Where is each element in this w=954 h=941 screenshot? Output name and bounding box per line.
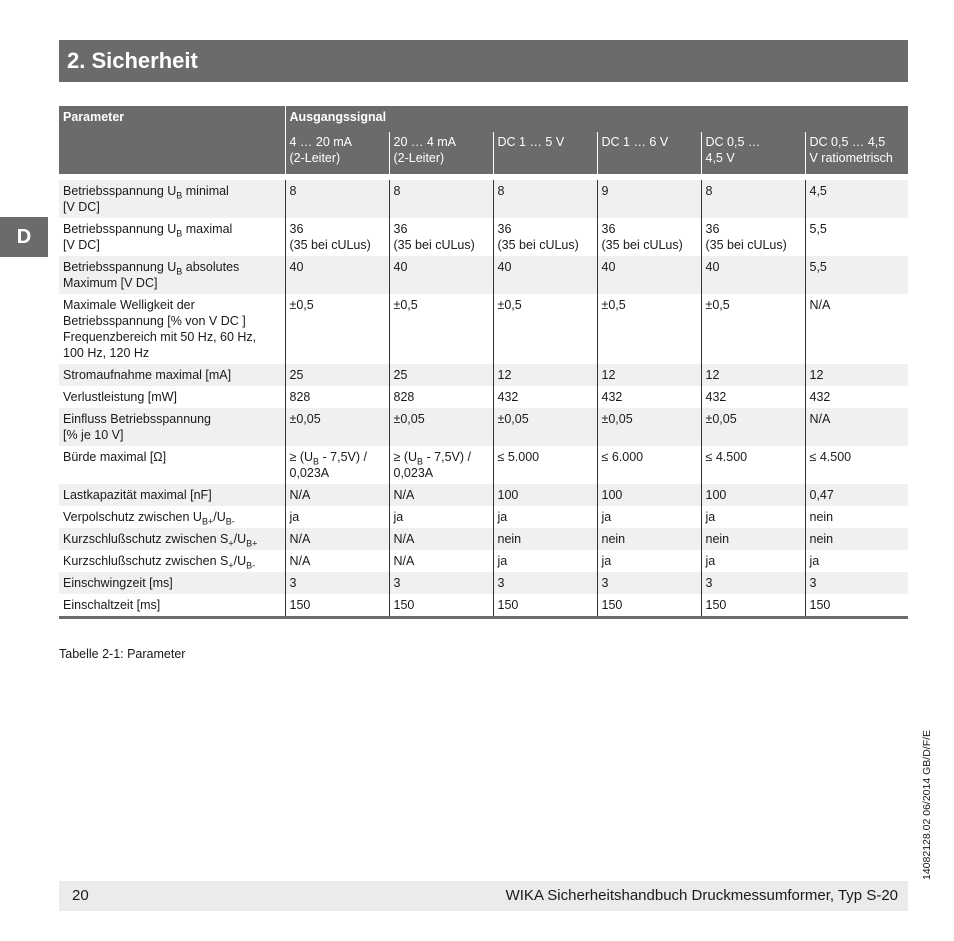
row-label-line: Maximale Welligkeit der xyxy=(63,298,195,312)
cell-line: 3 xyxy=(289,576,297,590)
table-row xyxy=(59,218,908,256)
row-label xyxy=(59,594,285,618)
cell-line: ±0,5 xyxy=(601,298,626,312)
cell-line: 150 xyxy=(809,598,831,612)
cell-line: ja xyxy=(497,554,508,568)
row-label-line: 100 Hz, 120 Hz xyxy=(63,346,150,360)
table-cell xyxy=(285,180,389,218)
row-label-line: Verpolschutz zwischen $U_{B+}/U_{B-}$ xyxy=(63,510,235,527)
table-subheader-row xyxy=(59,132,908,174)
cell-line: ±0,05 xyxy=(289,412,321,426)
cell-line: 3 xyxy=(809,576,817,590)
table-header-row xyxy=(59,106,908,132)
cell-line: ±0,5 xyxy=(393,298,418,312)
table-cell xyxy=(597,594,701,618)
cell-line: 5,5 xyxy=(809,260,827,274)
table-cell xyxy=(805,294,908,364)
header-column-5 xyxy=(805,132,908,174)
row-label xyxy=(59,446,285,484)
cell-line: ja xyxy=(393,510,404,524)
table-cell xyxy=(493,528,597,550)
cell-line: 36 xyxy=(601,222,616,236)
cell-line: 150 xyxy=(497,598,519,612)
table-row xyxy=(59,408,908,446)
cell-line: ±0,05 xyxy=(497,412,529,426)
cell-line: 150 xyxy=(393,598,415,612)
table-row xyxy=(59,364,908,386)
row-label-line: Kurzschlußschutz zwischen $S_+/U_{B-}$ xyxy=(63,554,256,571)
table-cell xyxy=(493,294,597,364)
table-cell xyxy=(389,446,493,484)
table-cell xyxy=(597,408,701,446)
table-row xyxy=(59,180,908,218)
table-row xyxy=(59,550,908,572)
table-cell xyxy=(285,484,389,506)
table-cell xyxy=(805,408,908,446)
table-cell xyxy=(805,550,908,572)
cell-line: ≤ 4.500 xyxy=(705,450,748,464)
cell-line: ±0,5 xyxy=(705,298,730,312)
table-cell xyxy=(285,408,389,446)
cell-line: 4,5 xyxy=(809,184,827,198)
header-column-line: DC 0,5 … xyxy=(705,135,761,149)
table-cell xyxy=(493,180,597,218)
row-label xyxy=(59,408,285,446)
cell-line: 150 xyxy=(289,598,311,612)
table-cell xyxy=(597,572,701,594)
table-cell xyxy=(389,180,493,218)
cell-line: 828 xyxy=(393,390,415,404)
table-cell xyxy=(389,506,493,528)
cell-line: ≤ 6.000 xyxy=(601,450,644,464)
row-label xyxy=(59,180,285,218)
cell-line: 432 xyxy=(601,390,623,404)
header-parameter: Parameter xyxy=(59,106,285,132)
cell-line: 40 xyxy=(497,260,512,274)
table-cell xyxy=(597,484,701,506)
row-label-line: Maximum [V DC] xyxy=(63,276,158,290)
cell-line: 100 xyxy=(705,488,727,502)
cell-line: ±0,05 xyxy=(393,412,425,426)
table-cell xyxy=(597,364,701,386)
cell-line: 9 xyxy=(601,184,609,198)
table-cell xyxy=(285,506,389,528)
header-column-3 xyxy=(597,132,701,174)
row-label-line: Bürde maximal [Ω] xyxy=(63,450,167,464)
table-cell xyxy=(805,364,908,386)
cell-line: 432 xyxy=(705,390,727,404)
table-cell xyxy=(805,446,908,484)
table-cell xyxy=(493,408,597,446)
cell-line: ≤ 5.000 xyxy=(497,450,540,464)
cell-line: 40 xyxy=(393,260,408,274)
cell-line: 0,47 xyxy=(809,488,834,502)
cell-line: 36 xyxy=(705,222,720,236)
header-column-1 xyxy=(389,132,493,174)
table-cell xyxy=(493,446,597,484)
cell-line: N/A xyxy=(289,488,311,502)
table-cell xyxy=(493,484,597,506)
language-tab: D xyxy=(0,217,48,257)
table-row xyxy=(59,572,908,594)
header-empty xyxy=(59,132,285,174)
cell-line: 432 xyxy=(497,390,519,404)
table-cell xyxy=(805,506,908,528)
row-label-line: Betriebsspannung $U_B$ minimal xyxy=(63,184,229,201)
table-cell xyxy=(701,446,805,484)
header-column-line: DC 1 … 5 V xyxy=(497,135,565,149)
table-cell xyxy=(493,364,597,386)
parameter-table xyxy=(59,106,908,619)
cell-line: 40 xyxy=(289,260,304,274)
table-cell xyxy=(389,218,493,256)
cell-line: (35 bei cULus) xyxy=(289,238,371,252)
cell-line: 828 xyxy=(289,390,311,404)
cell-line: 100 xyxy=(601,488,623,502)
cell-line: 5,5 xyxy=(809,222,827,236)
footer-title: WIKA Sicherheitshandbuch Druckmessumformer, Typ S-20 xyxy=(505,887,898,904)
row-label-line: Einschaltzeit [ms] xyxy=(63,598,161,612)
table-cell xyxy=(493,218,597,256)
cell-line: N/A xyxy=(809,412,831,426)
table-cell xyxy=(389,572,493,594)
row-label xyxy=(59,294,285,364)
table-cell xyxy=(389,256,493,294)
table-cell xyxy=(805,484,908,506)
cell-line: ja xyxy=(497,510,508,524)
cell-line: ja xyxy=(289,510,300,524)
table-row xyxy=(59,528,908,550)
table-row xyxy=(59,446,908,484)
cell-line: 0,023A xyxy=(289,466,330,480)
cell-line: 150 xyxy=(705,598,727,612)
table-cell xyxy=(805,256,908,294)
table-cell xyxy=(389,594,493,618)
cell-line: 100 xyxy=(497,488,519,502)
cell-line: 12 xyxy=(705,368,720,382)
row-label-line: [% je 10 V] xyxy=(63,428,124,442)
table-cell xyxy=(285,550,389,572)
header-output-signal: Ausgangssignal xyxy=(285,106,908,132)
table-cell xyxy=(285,364,389,386)
cell-line: 3 xyxy=(393,576,401,590)
cell-line: nein xyxy=(601,532,626,546)
table-cell xyxy=(597,256,701,294)
cell-line: 36 xyxy=(393,222,408,236)
header-column-line: 4 … 20 mA xyxy=(289,135,353,149)
table-cell xyxy=(701,550,805,572)
cell-line: ja xyxy=(705,554,716,568)
page-footer xyxy=(59,881,908,911)
table-cell xyxy=(805,180,908,218)
header-column-4 xyxy=(701,132,805,174)
table-cell xyxy=(285,218,389,256)
section-title: 2. Sicherheit xyxy=(59,40,908,82)
table-cell xyxy=(597,528,701,550)
cell-line: (35 bei cULus) xyxy=(393,238,475,252)
cell-line: 0,023A xyxy=(393,466,434,480)
cell-line: ≥ $(U_B - 7,5V)$ / xyxy=(289,450,367,467)
table-cell xyxy=(701,294,805,364)
cell-line: 3 xyxy=(705,576,713,590)
cell-line: 3 xyxy=(601,576,609,590)
table-row xyxy=(59,484,908,506)
table-cell xyxy=(701,180,805,218)
cell-line: (35 bei cULus) xyxy=(601,238,683,252)
row-label-line: Frequenzbereich mit 50 Hz, 60 Hz, xyxy=(63,330,257,344)
table-cell xyxy=(389,408,493,446)
row-label-line: Einschwingzeit [ms] xyxy=(63,576,173,590)
cell-line: 40 xyxy=(705,260,720,274)
cell-line: 25 xyxy=(393,368,408,382)
table-cell xyxy=(701,506,805,528)
cell-line: 8 xyxy=(393,184,401,198)
cell-line: N/A xyxy=(289,532,311,546)
row-label-line: Lastkapazität maximal [nF] xyxy=(63,488,212,502)
table-cell xyxy=(597,446,701,484)
table-cell xyxy=(597,550,701,572)
row-label xyxy=(59,550,285,572)
table-cell xyxy=(389,550,493,572)
cell-line: nein xyxy=(809,510,834,524)
header-column-line: (2-Leiter) xyxy=(289,151,341,165)
cell-line: nein xyxy=(705,532,730,546)
table-cell xyxy=(597,218,701,256)
table-row xyxy=(59,294,908,364)
row-label-line: Betriebsspannung [% von V DC ] xyxy=(63,314,246,328)
table-row xyxy=(59,594,908,618)
table-cell xyxy=(493,572,597,594)
cell-line: ±0,05 xyxy=(601,412,633,426)
table-cell xyxy=(701,364,805,386)
cell-line: 25 xyxy=(289,368,304,382)
cell-line: ≥ $(U_B - 7,5V)$ / xyxy=(393,450,471,467)
table-cell xyxy=(389,294,493,364)
row-label xyxy=(59,506,285,528)
cell-line: 12 xyxy=(497,368,512,382)
header-column-line: DC 0,5 … 4,5 xyxy=(809,135,886,149)
cell-line: ja xyxy=(705,510,716,524)
cell-line: 12 xyxy=(809,368,824,382)
cell-line: N/A xyxy=(289,554,311,568)
table-cell xyxy=(701,408,805,446)
cell-line: 150 xyxy=(601,598,623,612)
table-cell xyxy=(805,218,908,256)
row-label-line: [V DC] xyxy=(63,238,100,252)
table-cell xyxy=(597,180,701,218)
row-label xyxy=(59,528,285,550)
cell-line: N/A xyxy=(393,488,415,502)
document-code: 14082128.02 06/2014 GB/D/F/E xyxy=(921,729,933,880)
table-caption: Tabelle 2-1: Parameter xyxy=(59,647,186,661)
header-column-line: V ratiometrisch xyxy=(809,151,893,165)
cell-line: ±0,5 xyxy=(289,298,314,312)
table-cell xyxy=(285,386,389,408)
cell-line: ±0,05 xyxy=(705,412,737,426)
table-cell xyxy=(285,256,389,294)
header-column-line: DC 1 … 6 V xyxy=(601,135,669,149)
header-column-line: 4,5 V xyxy=(705,151,735,165)
table-row xyxy=(59,386,908,408)
table-cell xyxy=(805,594,908,618)
table-cell xyxy=(493,550,597,572)
cell-line: N/A xyxy=(393,554,415,568)
header-column-2 xyxy=(493,132,597,174)
row-label-line: Einfluss Betriebsspannung xyxy=(63,412,212,426)
cell-line: 8 xyxy=(289,184,297,198)
table-cell xyxy=(493,256,597,294)
cell-line: ≤ 4.500 xyxy=(809,450,852,464)
row-label xyxy=(59,386,285,408)
table-cell xyxy=(597,386,701,408)
header-column-0 xyxy=(285,132,389,174)
table-cell xyxy=(285,572,389,594)
header-column-line: 20 … 4 mA xyxy=(393,135,457,149)
table-cell xyxy=(285,528,389,550)
table-cell xyxy=(493,594,597,618)
row-label-line: Betriebsspannung $U_B$ maximal xyxy=(63,222,233,239)
cell-line: 3 xyxy=(497,576,505,590)
table-cell xyxy=(389,364,493,386)
table-cell xyxy=(285,294,389,364)
row-label xyxy=(59,256,285,294)
table-cell xyxy=(285,594,389,618)
cell-line: (35 bei cULus) xyxy=(705,238,787,252)
header-column-line: (2-Leiter) xyxy=(393,151,445,165)
cell-line: 432 xyxy=(809,390,831,404)
cell-line: 8 xyxy=(497,184,505,198)
cell-line: 36 xyxy=(497,222,512,236)
table-cell xyxy=(597,506,701,528)
row-label xyxy=(59,364,285,386)
cell-line: ja xyxy=(809,554,820,568)
row-label-line: [V DC] xyxy=(63,200,100,214)
cell-line: 8 xyxy=(705,184,713,198)
table-cell xyxy=(701,572,805,594)
table-row xyxy=(59,256,908,294)
table-cell xyxy=(805,386,908,408)
row-label-line: Verlustleistung [mW] xyxy=(63,390,177,404)
table-cell xyxy=(285,446,389,484)
cell-line: 12 xyxy=(601,368,616,382)
row-label-line: Kurzschlußschutz zwischen $S_+/U_{B+}$ xyxy=(63,532,258,549)
cell-line: nein xyxy=(809,532,834,546)
row-label xyxy=(59,218,285,256)
table-cell xyxy=(597,294,701,364)
table-cell xyxy=(493,506,597,528)
table-cell xyxy=(389,528,493,550)
table-cell xyxy=(701,594,805,618)
cell-line: nein xyxy=(497,532,522,546)
cell-line: ja xyxy=(601,510,612,524)
table-row xyxy=(59,506,908,528)
row-label-line: Stromaufnahme maximal [mA] xyxy=(63,368,232,382)
page-number: 20 xyxy=(72,887,89,904)
cell-line: 36 xyxy=(289,222,304,236)
cell-line: 40 xyxy=(601,260,616,274)
table-cell xyxy=(701,218,805,256)
cell-line: ±0,5 xyxy=(497,298,522,312)
row-label-line: Betriebsspannung $U_B$ absolutes xyxy=(63,260,240,277)
table-cell xyxy=(701,386,805,408)
table-cell xyxy=(389,386,493,408)
table-cell xyxy=(389,484,493,506)
table-cell xyxy=(701,484,805,506)
table-cell xyxy=(701,528,805,550)
cell-line: (35 bei cULus) xyxy=(497,238,579,252)
table-cell xyxy=(701,256,805,294)
cell-line: ja xyxy=(601,554,612,568)
table-cell xyxy=(493,386,597,408)
cell-line: N/A xyxy=(809,298,831,312)
table-cell xyxy=(805,528,908,550)
row-label xyxy=(59,572,285,594)
row-label xyxy=(59,484,285,506)
cell-line: N/A xyxy=(393,532,415,546)
table-cell xyxy=(805,572,908,594)
